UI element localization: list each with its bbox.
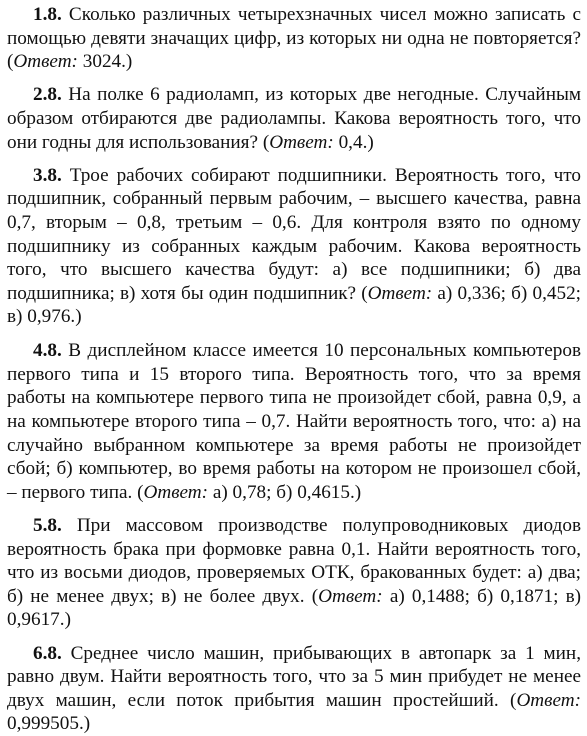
answer-value: а) 0,1488; б) 0,1871; в) 0,9617.	[7, 585, 582, 631]
problem-5-8: 5.8. При массовом производстве полупроводниковых диодов вероятность брака при формовке равна 0,1. Найти вероятность того, что из восьми диодов, проверяемых ОТК, бракованных будет: а) два; б) не менее двух; в) не более двух. (Ответ: а) 0,1488; б) 0,1871; в) 0,9617.)	[7, 515, 582, 631]
answer-label: Ответ:	[516, 689, 581, 711]
answer-label: Ответ:	[13, 51, 78, 73]
problem-text: Среднее число машин, прибывающих в автопарк за 1 мин, равно двум. Найти вероятность того, что за 5 мин прибудет не менее двух машин, если поток прибытия машин простейший.	[7, 642, 581, 711]
answer-value: 0,4.	[338, 131, 368, 153]
answer-value: 3024.	[82, 51, 126, 73]
problem-2-8: 2.8. На полке 6 радиоламп, из которых две негодные. Случайным образом отбираются две радиолампы. Какова вероятность того, что они годны для использования? (Ответ: 0,4.)	[7, 84, 581, 153]
problem-1-8: 1.8. Сколько различных четырехзначных чисел можно записать с помощью девяти значащих цифр, из которых ни одна не повторяется? (Ответ: 3024.)	[7, 4, 581, 73]
answer-label: Ответ:	[269, 131, 334, 153]
problem-3-8: 3.8. Трое рабочих собирают подшипники. Вероятность того, что подшипник, собранный первым рабочим, – высшего качества, равна 0,7, вторым – 0,8, третьим – 0,6. Для контроля взято по одному подшипнику из собранных каждым рабочим. Какова вероятность того, что высшего качества будут: а) все подшипники; б) два подшипника; в) хотя бы один подшипник? (Ответ: а) 0,336; б) 0,452; в) 0,976.)	[7, 164, 581, 328]
answer-value: а) 0,78; б) 0,4615.	[212, 481, 355, 503]
problem-text: Сколько различных четырехзначных чисел можно записать с помощью девяти значащих цифр, из которых ни одна не повторяется?	[7, 4, 581, 49]
answer-value: 0,999505.	[7, 713, 84, 735]
answer-label: Ответ:	[367, 282, 433, 304]
problem-text: Трое рабочих собирают подшипники. Вероятность того, что подшипник, собранный первым рабочим, – высшего качества, равна 0,7, вторым – 0,8, третьим – 0,6. Для контроля взято по одному подшипнику из собранных каждым рабочим. Какова вероятность того, что высшего качества будут: а) все подшипники; б) два подшипника; в) хотя бы один подшипник?	[7, 164, 581, 304]
problem-number: 5.8.	[33, 515, 62, 537]
problem-number: 3.8.	[33, 164, 62, 186]
problem-text: В дисплейном классе имеется 10 персональных компьютеров первого типа и 15 второго типа. Вероятность того, что за время работы на компьютере первого типа не произойдет сбой, равна 0,9, а на компьютере второго типа – 0,7. Найти вероятность того, что: а) на случайно выбранном компьютере за время работы не произойдет сбой; б) компьютер, во время работы на котором не произошел сбой, – первого типа.	[7, 340, 582, 503]
problem-number: 1.8.	[33, 4, 62, 25]
problem-number: 2.8.	[33, 84, 62, 106]
problem-number: 6.8.	[33, 642, 62, 664]
answer-label: Ответ:	[318, 585, 383, 607]
answer-value: а) 0,336; б) 0,452; в) 0,976.	[7, 282, 581, 328]
problem-6-8: 6.8. Среднее число машин, прибывающих в автопарк за 1 мин, равно двум. Найти вероятность того, что за 5 мин прибудет не менее двух машин, если поток прибытия машин простейший. (Ответ: 0,999505.)	[7, 642, 581, 735]
answer-label: Ответ:	[143, 481, 209, 503]
problem-text: На полке 6 радиоламп, из которых две негодные. Случайным образом отбираются две радиолампы. Какова вероятность того, что они годны для использования?	[7, 84, 581, 153]
problem-number: 4.8.	[33, 340, 62, 362]
problem-4-8: 4.8. В дисплейном классе имеется 10 персональных компьютеров первого типа и 15 второго типа. Вероятность того, что за время работы на компьютере первого типа не произойдет сбой, равна 0,9, а на компьютере второго типа – 0,7. Найти вероятность того, что: а) на случайно выбранном компьютере за время работы не произойдет сбой; б) компьютер, во время работы на котором не произошел сбой, – первого типа. (Ответ: а) 0,78; б) 0,4615.)	[7, 340, 582, 503]
problem-text: При массовом производстве полупроводниковых диодов вероятность брака при формовке равна 0,1. Найти вероятность того, что из восьми диодов, проверяемых ОТК, бракованных будет: а) два; б) не менее двух; в) не более двух.	[7, 515, 582, 607]
